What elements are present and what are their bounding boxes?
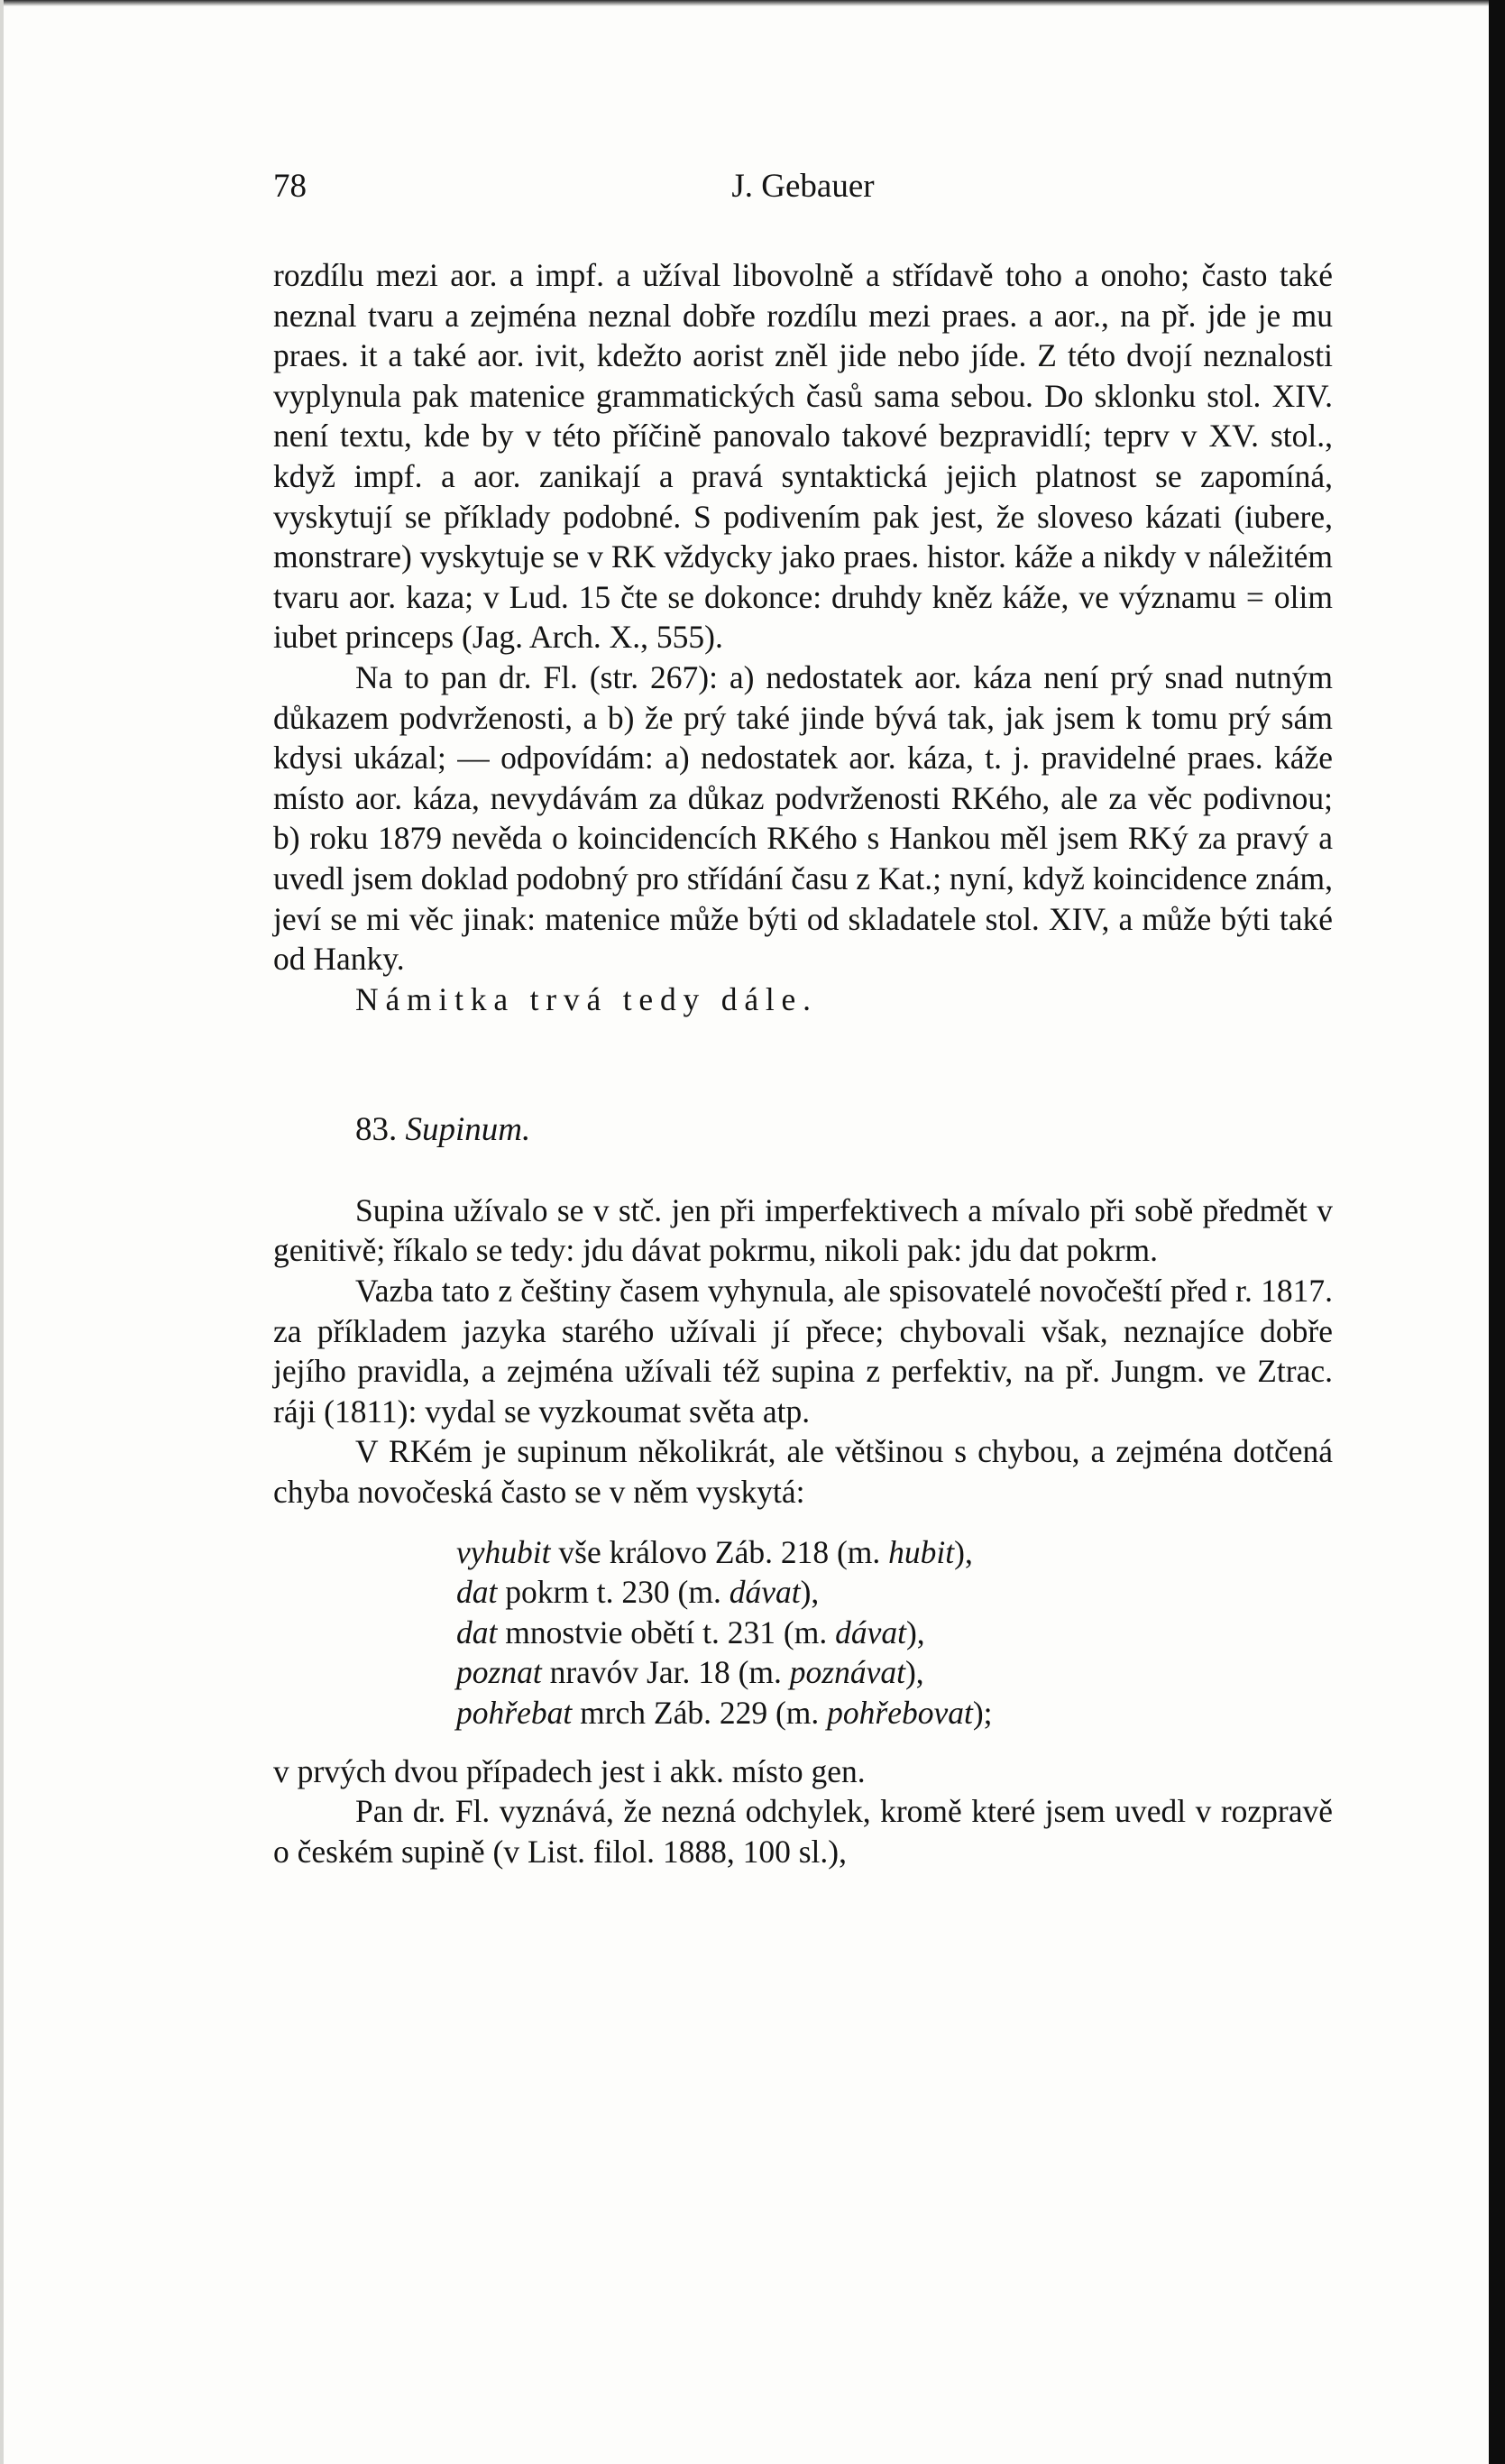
paragraph-5: Vazba tato z češtiny časem vyhynula, ale spisovatelé novočeští před r. 1817. za příkladem jazyka starého užívali jí přece; chybovali však, neznajíce dobře jejího pravidla, a zejména užívali též supina z perfektiv, na př. Jungm. ve Ztrac. ráji (1811): vydal se vyzkoumat světa atp.: [273, 1273, 1333, 1430]
paragraph-2: Na to pan dr. Fl. (str. 267): a) nedostatek aor. káza není prý snad nutným důkazem podvrženosti, a b) že prý také jinde bývá tak, jak jsem k tomu prý sám kdysi ukázal; — odpovídám: a) nedostatek aor. káza, t. j. pravidelné praes. káže místo aor. káza, nevydávám za důkaz podvrženosti RKého, ale za věc podivnou; b) roku 1879 nevěda o koincidencích RKého s Hankou měl jsem RKý za pravý a uvedl jsem doklad podobný pro střídání času z Kat.; nyní, když koincidence znám, jeví se mi věc jinak: matenice může býti od skladatele stol. XIV, a může býti také od Hanky.: [273, 658, 1333, 978]
paragraph-8: Pan dr. Fl. vyznává, že nezná odchylek, kromě které jsem uvedl v rozpravě o českém supině (v List. filol. 1888, 100 sl.),: [273, 1793, 1333, 1870]
example-end: ),: [905, 1614, 925, 1650]
running-head: [273, 166, 1333, 207]
scan-edge-left: [0, 0, 4, 2464]
example-verb: pohřebat: [456, 1695, 573, 1731]
running-head-author: J. Gebauer: [731, 168, 875, 205]
examples-list: [456, 1532, 1333, 1733]
example-text: vše královo Záb. 218 (m.: [550, 1533, 889, 1570]
scan-edge-top: [0, 0, 1505, 6]
example-line: [456, 1613, 1333, 1653]
body-text: [273, 255, 1333, 1871]
paragraph-6: V RKém je supinum několikrát, ale většinou s chybou, a zejména dotčená chyba novočeská často se v něm vyskytá:: [273, 1433, 1333, 1511]
scan-edge-right: [1489, 0, 1505, 2464]
example-text: mrch Záb. 229 (m.: [572, 1695, 828, 1731]
example-alt: hubit: [888, 1533, 955, 1570]
section-title: Supinum.: [405, 1111, 531, 1149]
page-number: 78: [273, 168, 307, 205]
example-line: [456, 1572, 1333, 1613]
example-text: pokrm t. 230 (m.: [497, 1574, 730, 1611]
example-end: ),: [800, 1574, 820, 1611]
paragraph-conclusion: Námitka trvá tedy dále.: [355, 980, 818, 1017]
paragraph-7: v prvých dvou případech jest i akk. místo gen.: [273, 1752, 866, 1789]
example-alt: poznávat: [789, 1654, 905, 1691]
section-number: 83.: [355, 1111, 398, 1149]
section-heading: [355, 1110, 1333, 1151]
paragraph-4: Supina užívalo se v stč. jen při imperfektivech a mívalo při sobě předmět v genitivě; říkalo se tedy: jdu dávat pokrmu, nikoli pak: jdu dat pokrm.: [273, 1191, 1333, 1269]
example-end: );: [972, 1695, 993, 1731]
example-line: [456, 1693, 1333, 1733]
example-line: [456, 1652, 1333, 1693]
example-alt: dávat: [729, 1574, 801, 1611]
example-alt: dávat: [835, 1614, 906, 1650]
example-end: ),: [904, 1654, 924, 1691]
example-verb: poznat: [456, 1654, 542, 1691]
example-alt: pohřebovat: [827, 1695, 973, 1731]
example-verb: dat: [456, 1574, 498, 1611]
section-gap: [273, 1151, 1333, 1191]
example-text: nravóv Jar. 18 (m.: [541, 1654, 790, 1691]
example-line: [456, 1532, 1333, 1573]
example-verb: vyhubit: [456, 1533, 551, 1570]
paragraph-1: rozdílu mezi aor. a impf. a užíval libovolně a střídavě toho a onoho; často také neznal tvaru a zejména neznal dobře rozdílu mezi praes. a aor., na př. jde je mu praes. it a také aor. ivit, kdežto aorist zněl jide nebo jíde. Z této dvojí neznalosti vyplynula pak matenice grammatických časů sama sebou. Do sklonku stol. XIV. není textu, kde by v této příčině panovalo takové bezpravidlí; teprv v XV. stol., když impf. a aor. zanikají a pravá syntaktická jejich platnost se zapomíná, vyskytují se příklady podobné. S podivením pak jest, že sloveso kázati (iubere, monstrare) vyskytuje se v RK vždycky jako praes. histor. káže a nikdy v náležitém tvaru aor. kaza; v Lud. 15 čte se dokonce: druhdy kněz káže, ve významu = olim iubet princeps (Jag. Arch. X., 555).: [273, 257, 1333, 656]
example-verb: dat: [456, 1614, 498, 1650]
example-end: ),: [954, 1533, 973, 1570]
example-text: mnostvie obětí t. 231 (m.: [497, 1614, 836, 1650]
